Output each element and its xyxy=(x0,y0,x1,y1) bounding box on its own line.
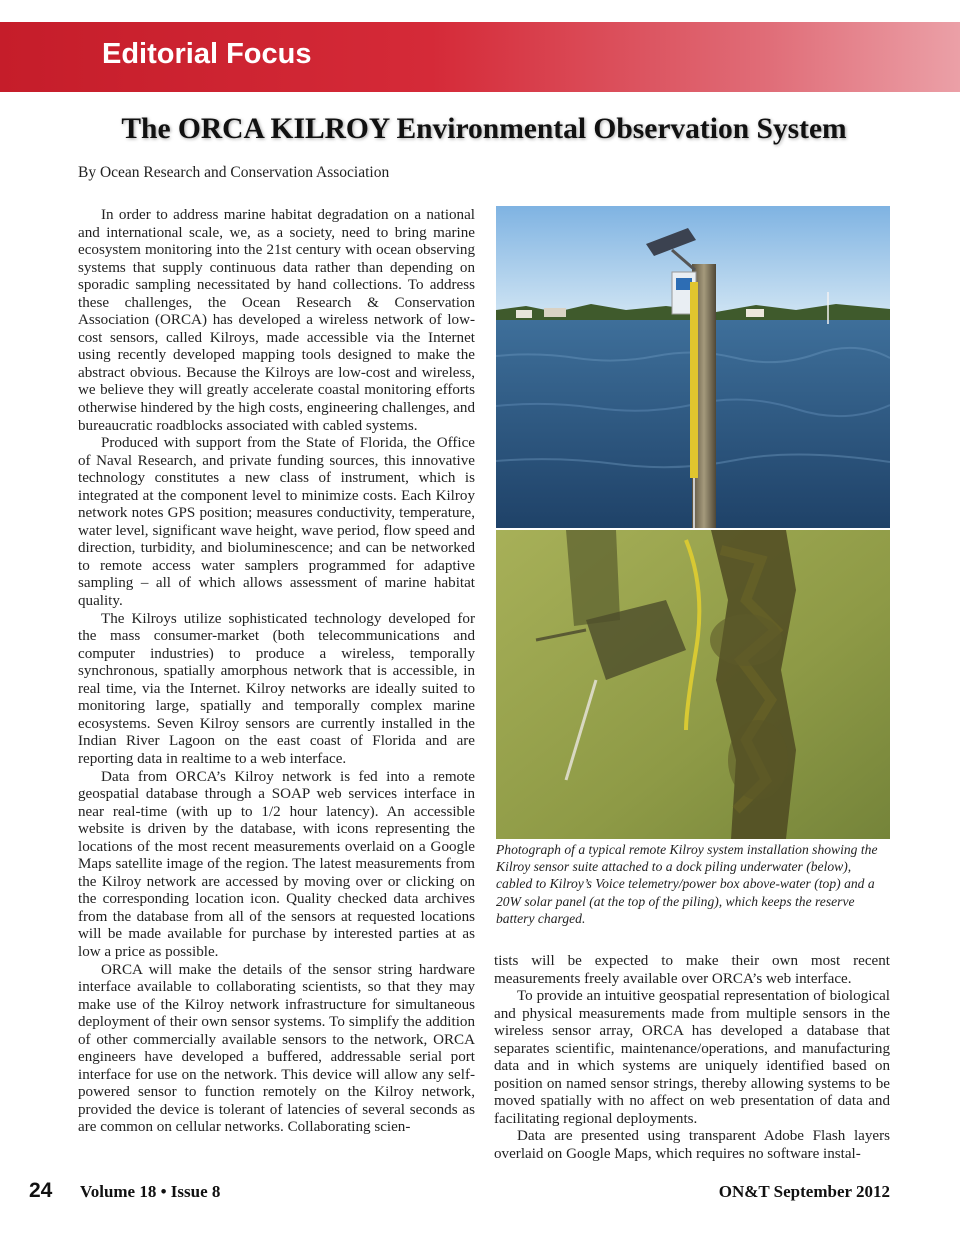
section-label: Editorial Focus xyxy=(102,38,312,70)
body-paragraph: Data are presented using transparent Adobe Flash layers overlaid on Google Maps, which requires no software instal- xyxy=(494,1128,890,1163)
right-column xyxy=(494,953,890,1164)
section-banner xyxy=(0,22,960,92)
body-paragraph: In order to address marine habitat degradation on a national and international scale, we, as a society, need to bring marine ecosystem monitoring into the 21st century with ocean observing systems that supply continuous data rather than depending on sporadic sampling necessitated by hand collections. To address these challenges, the Ocean Research & Conservation Association (ORCA) has developed a wireless network of low-cost sensors, called Kilroys, made accessible via the Internet using recently developed mapping tools designed to make the abstract obvious. Because the Kilroys are low-cost and wireless, we believe they will greatly accelerate coastal monitoring efforts otherwise hindered by the high costs, engineering challenges, and bureaucratic roadblocks associated with cabled systems. xyxy=(78,207,475,434)
body-paragraph: tists will be expected to make their own most recent measurements freely available over ORCA’s web interface. xyxy=(494,953,890,987)
volume-issue: Volume 18 • Issue 8 xyxy=(80,1182,221,1201)
page-footer xyxy=(0,1179,960,1205)
publication-date: ON&T September 2012 xyxy=(718,1182,890,1201)
underwater-scene-image xyxy=(496,530,890,839)
photo-piling-above-water xyxy=(496,206,890,528)
body-paragraph: ORCA will make the details of the sensor string hardware interface available to collaborating scientists, so that they may make use of the Kilroy network infrastructure for simultaneous deployment of their own sensor systems. To simplify the addition of other commercially available sensors to the network, ORCA engineers have developed a buffered, addressable serial port interface for use on the network. This device will allow any self-powered sensor to function remotely on the Kilroy network, provided the device is tolerant of latencies of several seconds as are common on cellular networks. Collaborating scien- xyxy=(78,961,475,1136)
photo-sensor-underwater xyxy=(496,530,890,839)
article-byline: By Ocean Research and Conservation Association xyxy=(78,164,390,181)
left-column xyxy=(78,207,475,1137)
piling-scene-image xyxy=(496,206,890,528)
figure-caption: Photograph of a typical remote Kilroy system installation showing the Kilroy sensor suite attached to a dock piling underwater (below), cabled to Kilroy’s Voice telemetry/power box above-water (top) and a 20W solar panel (at the top of the piling), which keeps the reserve battery charged. xyxy=(496,842,878,926)
page-number: 24 xyxy=(29,1179,53,1202)
body-paragraph: The Kilroys utilize sophisticated technology developed for the mass consumer-market (both telecommunications and computer industries) to produce a wireless, temporally synchronous, spatially amorphous network that is accessible, in real time, via the Internet. Kilroy networks are ideally suited to monitoring large, spatially and temporally complex marine ecosystems. Seven Kilroy sensors are currently installed in the Indian River Lagoon on the east coast of Florida and are reporting data in realtime to a web interface. xyxy=(78,610,475,767)
article-title: The ORCA KILROY Environmental Observation System xyxy=(121,113,847,145)
body-paragraph: Data from ORCA’s Kilroy network is fed into a remote geospatial database through a SOAP web services interface in near real-time (with up to 1/2 hour latency). An accessible website is driven by the database, with icons representing the locations of the most recent measurements overlaid on a Google Maps satellite image of the region. The latest measurements from the Kilroy network are accessed by moving over or clicking on the corresponding location icon. Quality checked data archives from the database from all of the sensors at requested locations will be made available for purchase by interested parties at as low a price as possible. xyxy=(78,768,475,960)
body-paragraph: Produced with support from the State of Florida, the Office of Naval Research, and private funding sources, this innovative technology constitutes a new class of instrument, which is integrated at the component level to minimize costs. Each Kilroy network notes GPS position; measures conductivity, temperature, water level, significant wave height, wave period, flow speed and direction, turbidity, and bioluminescence; and can be networked to remote access water samplers programmed for adaptive sampling – all of which allows assessment of marine habitat quality. xyxy=(78,435,475,610)
body-paragraph: To provide an intuitive geospatial representation of biological and physical measurements made from multiple sensors in the wireless sensor array, ORCA has developed a database that separates scientific, maintenance/operations, and manufacturing data and in which systems are uniquely identified based on position on named sensor strings, thereby allowing systems to be moved spatially with no affect on web presentation of data and facilitating regional deployments. xyxy=(494,988,890,1127)
